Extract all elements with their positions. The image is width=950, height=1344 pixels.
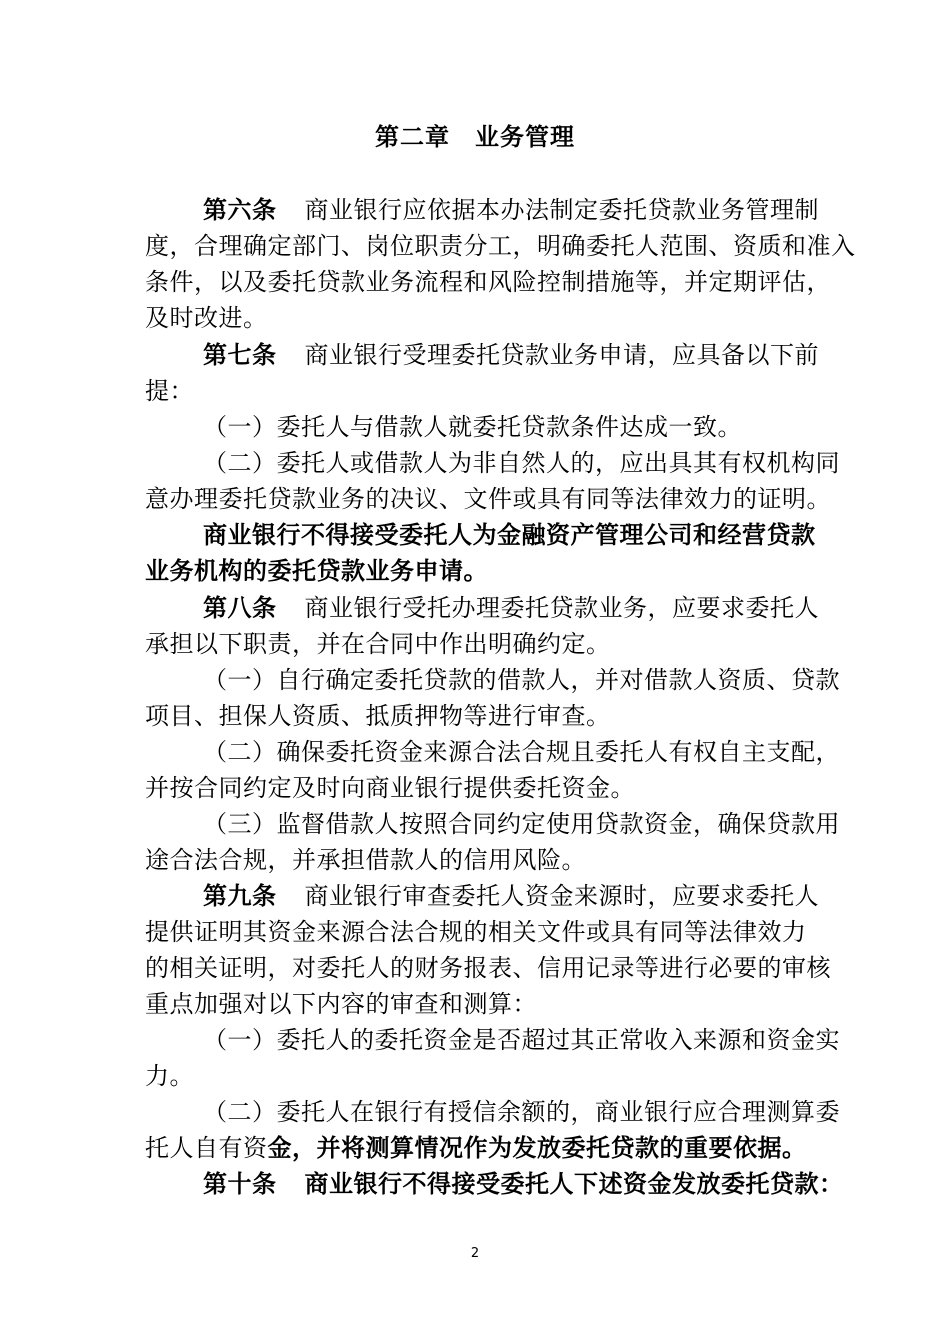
article-7-line-1 (203, 337, 819, 373)
article-9-item-2-line-2 (145, 1130, 810, 1166)
article-6-line-2: 度，合理确定部门、岗位职责分工，明确委托人范围、资质和准入 (145, 232, 856, 260)
article-9-item-2-bold: 金，并将测算情况作为发放委托贷款的重要依据。 (267, 1133, 807, 1162)
page-number: 2 (470, 1246, 480, 1261)
chapter-title: 第二章 业务管理 (375, 122, 575, 151)
article-9-item-2-normal: 托人自有资 (145, 1134, 268, 1162)
article-9-line-2: 提供证明其资金来源合法合规的相关文件或具有同等法律效力 (145, 918, 807, 946)
article-7-label: 第七条 (203, 340, 277, 369)
article-8-item-2-line-2: 并按合同约定及时向商业银行提供委托资金。 (145, 774, 635, 802)
article-7-line-2: 提： (145, 377, 194, 405)
article-6-line-1 (203, 192, 819, 228)
article-6-text-1: 商业银行应依据本办法制定委托贷款业务管理制 (304, 196, 819, 224)
article-8-line-1 (203, 590, 819, 626)
article-9-item-2-line-1: （二）委托人在银行有授信余额的，商业银行应合理测算委 (203, 1098, 840, 1126)
article-9-label: 第九条 (203, 881, 277, 910)
article-9-item-1-line-1: （一）委托人的委托资金是否超过其正常收入来源和资金实 (203, 1026, 840, 1054)
article-9-line-3: 的相关证明，对委托人的财务报表、信用记录等进行必要的审核 (145, 954, 831, 982)
article-10-line-1 (203, 1166, 844, 1202)
article-6-label: 第六条 (203, 195, 277, 224)
article-6-line-4: 及时改进。 (145, 304, 268, 332)
article-8-item-3-line-2: 途合法合规，并承担借款人的信用风险。 (145, 846, 586, 874)
article-7-bold-line-1: 商业银行不得接受委托人为金融资产管理公司和经营贷款 (203, 520, 816, 549)
article-9-item-1-line-2: 力。 (145, 1062, 194, 1090)
article-7-text-1: 商业银行受理委托贷款业务申请，应具备以下前 (304, 341, 819, 369)
article-9-line-1 (203, 878, 819, 914)
article-8-item-1-line-1: （一）自行确定委托贷款的借款人，并对借款人资质、贷款 (203, 666, 840, 694)
article-10-text-1: 商业银行不得接受委托人下述资金发放委托贷款： (304, 1169, 844, 1198)
article-7-item-2-line-2: 意办理委托贷款业务的决议、文件或具有同等法律效力的证明。 (145, 485, 831, 513)
article-8-text-1: 商业银行受托办理委托贷款业务，应要求委托人 (304, 594, 819, 622)
article-8-item-1-line-2: 项目、担保人资质、抵质押物等进行审查。 (145, 702, 611, 730)
article-7-item-2-line-1: （二）委托人或借款人为非自然人的，应出具其有权机构同 (203, 449, 840, 477)
article-9-line-4: 重点加强对以下内容的审查和测算： (145, 990, 537, 1018)
article-6-line-3: 条件，以及委托贷款业务流程和风险控制措施等，并定期评估， (145, 268, 831, 296)
article-8-item-2-line-1: （二）确保委托资金来源合法合规且委托人有权自主支配， (203, 738, 840, 766)
article-9-text-1: 商业银行审查委托人资金来源时，应要求委托人 (304, 882, 819, 910)
article-10-label: 第十条 (203, 1169, 277, 1198)
article-8-label: 第八条 (203, 593, 277, 622)
article-7-item-1: （一）委托人与借款人就委托贷款条件达成一致。 (203, 413, 742, 441)
article-8-item-3-line-1: （三）监督借款人按照合同约定使用贷款资金，确保贷款用 (203, 810, 840, 838)
article-7-bold-line-2: 业务机构的委托贷款业务申请。 (145, 556, 488, 585)
article-8-line-2: 承担以下职责，并在合同中作出明确约定。 (145, 630, 611, 658)
